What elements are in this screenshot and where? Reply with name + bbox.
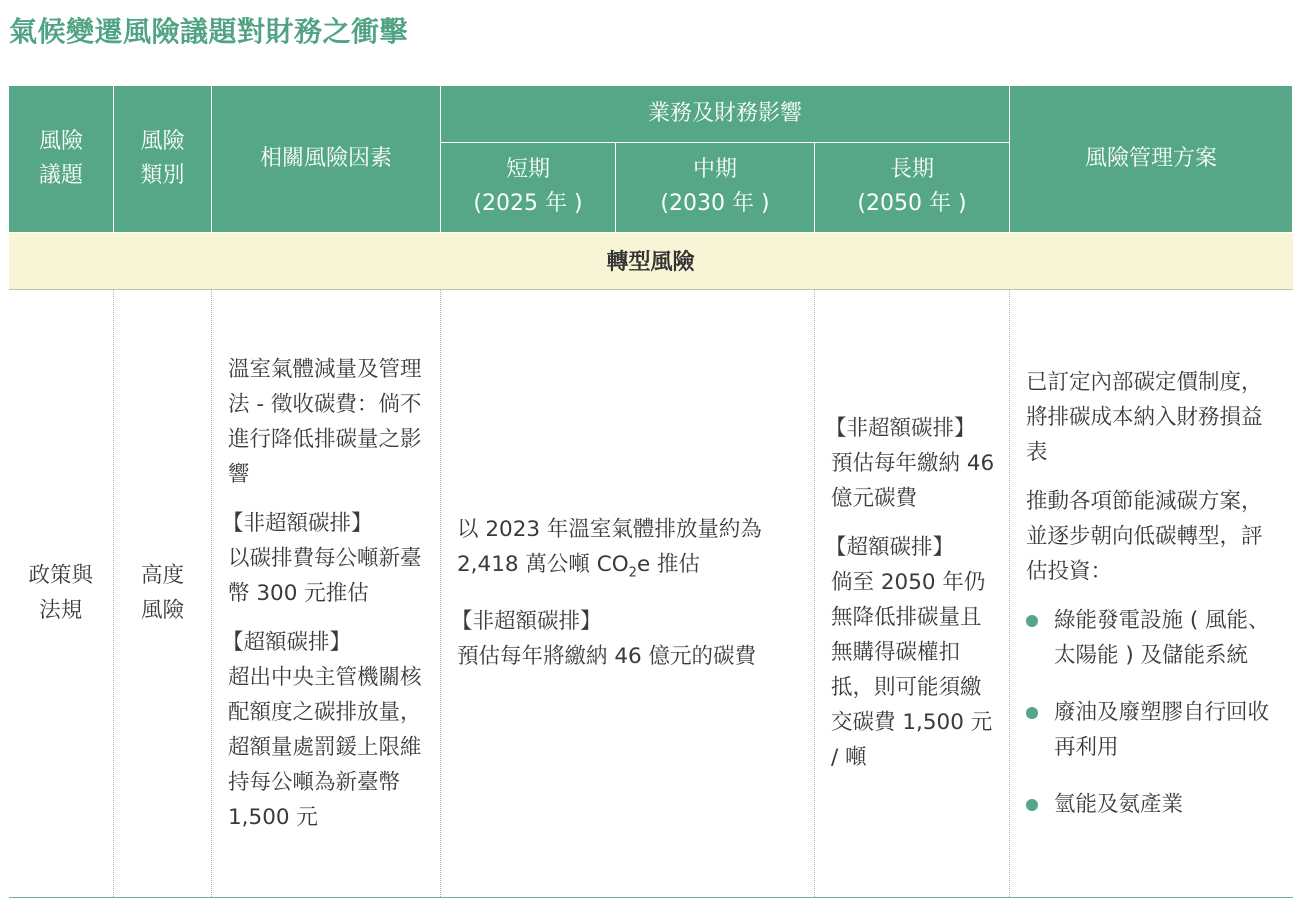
long-text-non-excess: 預估每年繳納 46 億元碳費	[831, 451, 995, 511]
cell-long-term-impact	[815, 289, 1010, 897]
factor-intro: 溫室氣體減量及管理法 - 徵收碳費：倘不進行降低排碳量之影響	[228, 356, 422, 487]
list-item: 氫能及氨產業	[1026, 787, 1279, 822]
long-text-excess: 倘至 2050 年仍無降低排碳量且無購得碳權扣抵，則可能須繳交碳費 1,500 元 / 噸	[831, 570, 993, 770]
plan-investment-list	[1026, 603, 1279, 822]
header-risk-factors: 相關風險因素	[212, 86, 441, 232]
header-business-financial-impact: 業務及財務影響	[441, 86, 1010, 142]
plan-carbon-pricing: 已訂定內部碳定價制度，將排碳成本納入財務損益表	[1026, 369, 1263, 465]
header-risk-category: 風險 類別	[114, 86, 212, 232]
emission-estimate: 以 2023 年溫室氣體排放量約為 2,418 萬公噸 $CO_2e$ 推估	[457, 516, 762, 581]
factor-text-non-excess: 以碳排費每公噸新臺幣 300 元推估	[228, 545, 422, 606]
cell-short-mid-impact	[441, 289, 815, 897]
plan-transition: 推動各項節能減碳方案，並逐步朝向低碳轉型，評估投資：	[1026, 488, 1263, 584]
section-transition-risk: 轉型風險	[9, 232, 1293, 289]
bullet-dot-icon	[1026, 799, 1038, 811]
cell-management-plan	[1010, 289, 1293, 897]
bullet-dot-icon	[1026, 615, 1038, 627]
header-short-term: 短期 (2025 年 )	[441, 142, 616, 232]
climate-risk-table	[8, 86, 1293, 898]
long-tag-non-excess: 【非超額碳排】	[825, 416, 976, 441]
page-title: 氣候變遷風險議題對財務之衝擊	[9, 15, 409, 48]
header-risk-issue: 風險 議題	[9, 86, 114, 232]
list-item: 綠能發電設施 ( 風能、太陽能 ) 及儲能系統	[1026, 603, 1279, 673]
impact-tag-non-excess: 【非超額碳排】	[451, 609, 602, 635]
cell-risk-category: 高度 風險	[114, 289, 212, 897]
header-long-term: 長期 (2050 年 )	[815, 142, 1010, 232]
factor-text-excess: 超出中央主管機關核配額度之碳排放量，超額量處罰鍰上限維持每公噸為新臺幣 1,500 元	[228, 664, 422, 830]
long-tag-excess: 【超額碳排】	[825, 535, 955, 560]
factor-tag-excess: 【超額碳排】	[222, 629, 352, 655]
header-mid-term: 中期 (2030 年 )	[616, 142, 815, 232]
header-management-plan: 風險管理方案	[1010, 86, 1293, 232]
bullet-dot-icon	[1026, 707, 1038, 719]
impact-text-non-excess: 預估每年將繳納 46 億元的碳費	[457, 644, 757, 670]
cell-risk-issue: 政策與 法規	[28, 563, 93, 623]
list-item: 廢油及廢塑膠自行回收再利用	[1026, 695, 1279, 765]
cell-risk-factors	[212, 289, 441, 897]
factor-tag-non-excess: 【非超額碳排】	[222, 510, 373, 536]
table-bottom-rule	[9, 897, 1293, 898]
